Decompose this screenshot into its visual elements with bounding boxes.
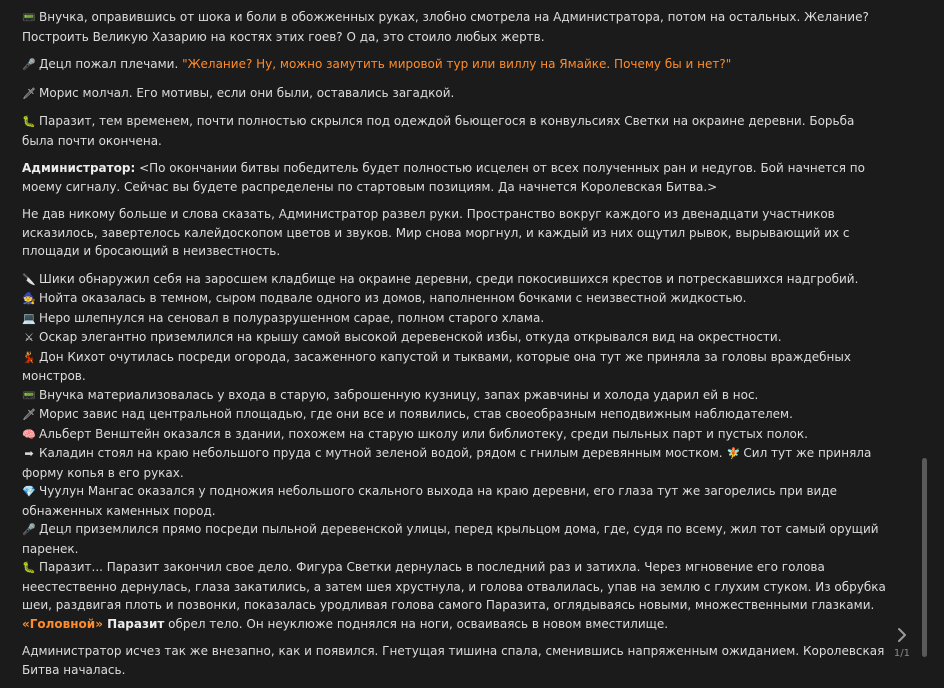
story-text bbox=[22, 8, 890, 688]
paragraph-teleport: Не дав никому больше и слова сказать, Администратор развел руки. Пространство вокруг каждого из двенадцати участников исказилось, завертелось калейдоскопом цветов и звуков. Мир снова моргнул, и каждый из них ощутил рывок, вырывающий их с площади и бросающий в неизвестность. bbox=[22, 207, 850, 258]
list-item: 📟 Внучка материализовалась у входа в старую, заброшенную кузницу, запах ржавчины и холода ударил ей в нос. bbox=[22, 386, 890, 406]
detsl-quote: "Желание? Ну, можно замутить мировой тур или виллу на Ямайке. Почему бы и нет?" bbox=[182, 57, 732, 71]
bug-icon: 🐛 bbox=[22, 561, 36, 574]
dagger-icon: 🗡 bbox=[22, 86, 36, 100]
arrow-icon: ➡ bbox=[24, 447, 34, 460]
page-counter: 1/1 bbox=[893, 648, 910, 659]
parasite-name: Паразит bbox=[102, 616, 165, 631]
list-item: 🎤 Децл приземлился прямо посреди пыльной деревенской улицы, перед крыльцом дома, где, судя по всему, жил тот самый орущий паренек. bbox=[22, 522, 879, 556]
bug-icon: 🐛 bbox=[22, 115, 36, 128]
list-item: 🧙 Нойта оказалась в темном, сыром подвале одного из домов, наполненном бочками с неизвестной жидкостью. bbox=[22, 289, 890, 309]
paragraph-administrator: Администратор: <По окончании битвы победитель будет полностью исцелен от всех полученных ран и недугов. Бой начнется по моему сигналу. Сейчас вы будете распределены по стартовым позициям. Да начнется Королевская Битва.> bbox=[22, 161, 865, 194]
paragraph-moris: 🗡 Морис молчал. Его мотивы, если они были, оставались загадкой. bbox=[22, 84, 890, 104]
list-item: 💎 Чуулун Мангас оказался у подножия небольшого скального выхода на краю деревни, его глаза тут же загорелись при виде обнаженных каменных пород. bbox=[22, 484, 837, 518]
microphone-icon: 🎤 bbox=[22, 523, 36, 536]
next-page-button[interactable] bbox=[894, 626, 910, 644]
placement-list bbox=[22, 270, 890, 634]
dancer-icon: 💃 bbox=[22, 350, 36, 364]
list-item: ➡ Каладин стоял на краю небольшого пруда с мутной зеленой водой, рядом с гнилым деревянным мостком. 🧚 Сил тут же приняла форму копья в его руках. bbox=[22, 446, 872, 480]
list-item: 🔪 Шики обнаружил себя на заросшем кладбище на окраине деревни, среди покосившихся крестов и потрескавшихся надгробий. bbox=[22, 270, 890, 290]
list-item: 🐛 Паразит... Паразит закончил свое дело. Фигура Светки дернулась в последний раз и затихла. Через мгновение его голова неестественно дернулась, глаза закатились, а затем шея хрустнула, и голова отвалилась, упав на землю с глухим стуком. Из обрубка шеи, раздвигая плоть и позвонки, показалась уродливая голова самого Паразита, оглядываясь новыми, множественными глазками. «Головной» Паразит обрел тело. Он неуклюже поднялся на ноги, осваиваясь в новом вместилище. bbox=[22, 560, 886, 631]
microphone-icon: 🎤 bbox=[22, 58, 36, 71]
chevron-right-icon bbox=[894, 626, 910, 644]
paragraph-ending: Администратор исчез так же внезапно, как и появился. Гнетущая тишина спала, сменившись напряженным ожиданием. Королевская Битва началась. bbox=[22, 644, 885, 677]
fairy-icon: 🧚 bbox=[726, 447, 741, 460]
list-item: 💻 Неро шлепнулся на сеновал в полуразрушенном сарае, полном старого хлама. bbox=[22, 309, 890, 329]
brain-icon: 🧠 bbox=[22, 427, 36, 441]
list-item: 💃 Дон Кихот очутилась посреди огорода, засаженного капустой и тыквами, которые она тут же приняла за головы враждебных монстров. bbox=[22, 349, 851, 383]
speaker-label: Администратор: bbox=[22, 161, 136, 175]
list-item: ⚔ Оскар элегантно приземлился на крышу самой высокой деревенской избы, откуда открывался вид на окрестности. bbox=[22, 328, 890, 348]
scrollbar-thumb[interactable] bbox=[922, 458, 927, 657]
laptop-icon: 💻 bbox=[22, 311, 36, 325]
paragraph-detsl: 🎤 Децл пожал плечами. "Желание? Ну, можно замутить мировой тур или виллу на Ямайке. Почему бы и нет?" bbox=[22, 55, 890, 75]
headed-quote: «Головной» bbox=[22, 616, 103, 631]
mage-icon: 🧙 bbox=[22, 292, 36, 305]
paragraph-parasite: 🐛 Паразит, тем временем, почти полностью скрылся под одеждой бьющегося в конвульсиях Светки на окраине деревни. Борьба была почти окончена. bbox=[22, 114, 855, 148]
crossed-swords-icon: ⚔ bbox=[24, 331, 34, 344]
pager-icon: 📟 bbox=[22, 388, 36, 402]
knife-icon: 🔪 bbox=[22, 272, 36, 286]
gem-icon: 💎 bbox=[22, 485, 36, 498]
paragraph-vnuchka: 📟 Внучка, оправившись от шока и боли в обожженных руках, злобно смотрела на Администратора, потом на остальных. Желание? Построить Великую Хазарию на костях этих гоев? О да, это стоило любых жертв. bbox=[22, 10, 869, 44]
dagger-icon: 🗡 bbox=[22, 408, 36, 421]
pager-icon: 📟 bbox=[22, 11, 36, 24]
list-item: 🗡 Морис завис над центральной площадью, где они все и появились, став своеобразным неподвижным наблюдателем. bbox=[22, 405, 890, 425]
list-item: 🧠 Альберт Венштейн оказался в здании, похожем на старую школу или библиотеку, среди пыльных парт и пустых полок. bbox=[22, 425, 890, 445]
